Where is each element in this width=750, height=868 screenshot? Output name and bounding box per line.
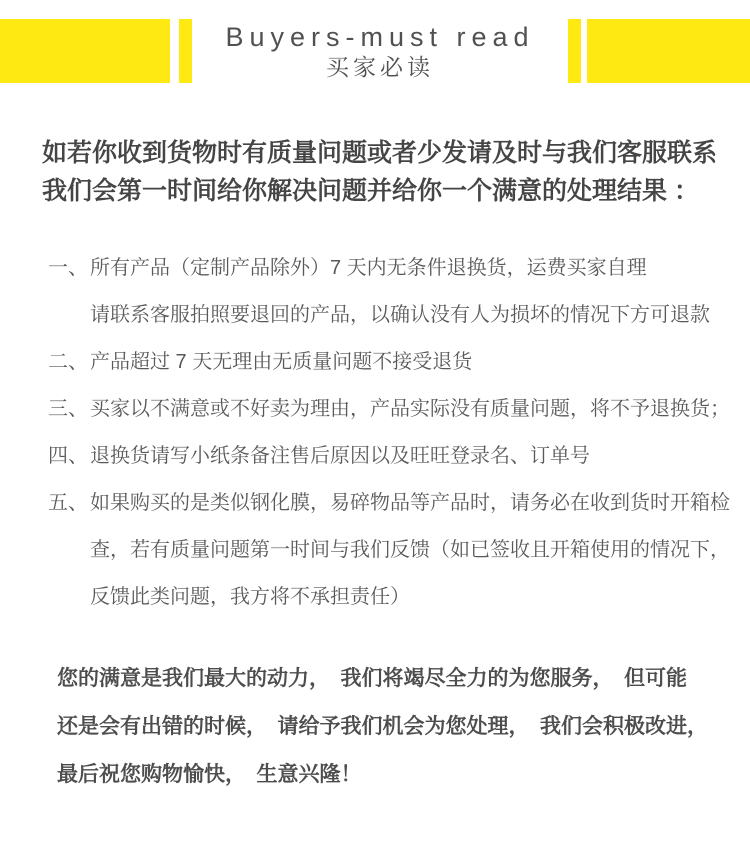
- list-item-line: 反馈此类问题，我方将不承担责任）: [90, 586, 410, 608]
- intro-line: 如若你收到货物时有质量问题或者少发请及时与我们客服联系: [42, 139, 718, 167]
- list-item-line: 产品超过 7 天无理由无质量问题不接受退货: [90, 351, 473, 373]
- list-item-3: [0, 386, 750, 433]
- header-title-english: Buyers-must read: [225, 21, 535, 52]
- list-item-line: 买家以不满意或不好卖为理由，产品实际没有质量问题，将不予退换货；: [90, 398, 730, 420]
- closing-line: 还是会有出错的时候， 请给予我们机会为您处理， 我们会积极改进，: [57, 715, 708, 738]
- header-right-accent-block: [587, 19, 750, 83]
- list-item-2: [0, 339, 750, 386]
- header-right-accent-bar: [568, 19, 581, 83]
- list-item-5: [0, 480, 750, 621]
- header-title-chinese: 买家必读: [326, 53, 434, 80]
- list-item-line: 所有产品（定制产品除外）7 天内无条件退换货，运费买家自理: [90, 257, 647, 279]
- list-item-number: 三、: [48, 398, 88, 420]
- closing-line: 最后祝您购物愉快， 生意兴隆！: [57, 763, 362, 786]
- header-title: [192, 19, 568, 83]
- closing-line: 您的满意是我们最大的动力， 我们将竭尽全力的为您服务， 但可能: [57, 667, 687, 690]
- list-item-number: 五、: [48, 492, 88, 514]
- intro-paragraph: [0, 134, 750, 210]
- list-item-1: [0, 245, 750, 339]
- list-item-line: 请联系客服拍照要退回的产品，以确认没有人为损坏的情况下方可退款: [90, 304, 710, 326]
- list-item-4: [0, 433, 750, 480]
- list-item-line: 退换货请写小纸条备注售后原因以及旺旺登录名、订单号: [90, 445, 590, 467]
- list-item-number: 四、: [48, 445, 88, 467]
- header-left-accent-bar: [179, 19, 192, 83]
- list-item-number: 一、: [48, 257, 88, 279]
- intro-line: 我们会第一时间给你解决问题并给你一个满意的处理结果 ：: [42, 177, 699, 205]
- buyers-must-read-page: [0, 19, 750, 868]
- list-item-line: 如果购买的是类似钢化膜，易碎物品等产品时，请务必在收到货时开箱检: [90, 492, 730, 514]
- header-left-accent-block: [0, 19, 170, 83]
- closing-paragraph: [0, 655, 750, 799]
- header: [0, 19, 750, 83]
- list-item-line: 查，若有质量问题第一时间与我们反馈（如已签收且开箱使用的情况下，: [90, 539, 730, 561]
- list-item-number: 二、: [48, 351, 88, 373]
- notice-list: [0, 245, 750, 621]
